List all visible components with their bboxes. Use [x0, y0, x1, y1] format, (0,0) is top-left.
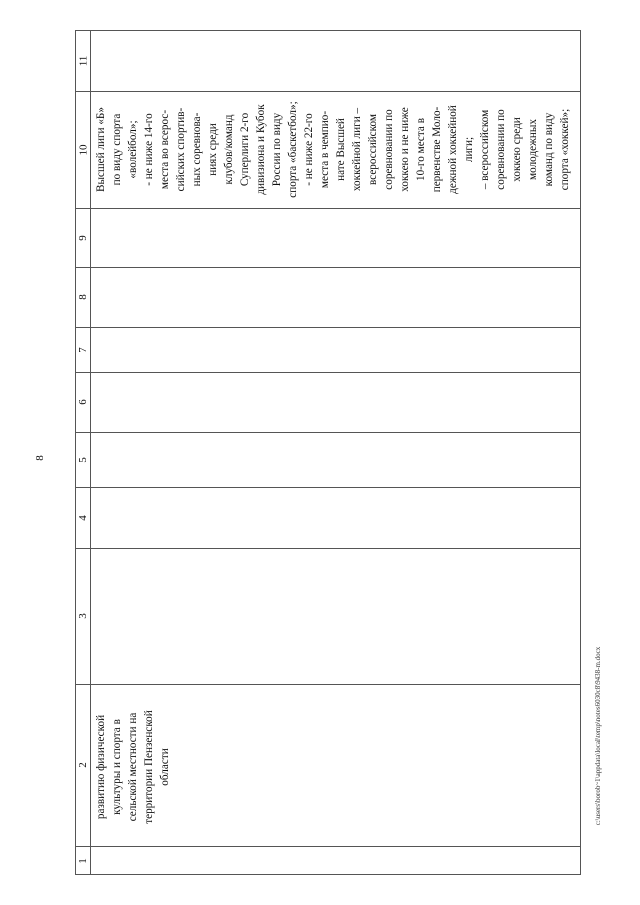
page-number: 8: [34, 455, 46, 461]
col10-line: дивизиона и Кубок: [255, 104, 267, 195]
col-header-11: 11: [77, 55, 89, 67]
col-border-4-5: [76, 487, 580, 488]
col10-line: по виду спорта: [111, 113, 123, 186]
col-border-3-4: [76, 548, 580, 549]
col10-line: Высшей лиги «Б»: [95, 107, 107, 192]
cell-col2-text: [93, 688, 173, 846]
col-border-5-6: [76, 432, 580, 433]
col10-line: нате Высшей: [335, 118, 347, 181]
col10-line: молодежных: [527, 119, 539, 180]
col10-line: России по виду: [271, 112, 283, 187]
col-header-5: 5: [77, 456, 89, 463]
col-header-8: 8: [77, 294, 89, 300]
col2-line: области: [159, 748, 171, 786]
footer-file-path: c:\users\borob~1\appdata\local\temp\notes6030c8\9438-m.docx: [594, 646, 602, 826]
col-header-2: 2: [77, 762, 89, 768]
col10-line: сийских спортив-: [175, 107, 187, 192]
col-header-1: 1: [77, 858, 89, 864]
col10-line: всероссийском: [367, 114, 379, 185]
col2-line: сельской местности на: [127, 712, 139, 822]
col10-line: хоккейной лиги –: [351, 107, 363, 192]
col-header-7: 7: [77, 346, 89, 353]
document-table: [75, 30, 581, 875]
col-header-4: 4: [77, 514, 89, 521]
col10-line: ных соревнова-: [191, 112, 203, 187]
col-header-6: 6: [77, 399, 89, 405]
col-header-3: 3: [77, 613, 89, 619]
col2-line: территории Пензенской: [143, 710, 155, 824]
col10-line: соревновании по: [495, 109, 507, 190]
col10-line: дежной хоккейной: [447, 105, 459, 194]
col10-line: хоккею и не ниже: [399, 107, 411, 192]
col-header-10: 10: [77, 144, 89, 155]
col10-line: лиги;: [463, 136, 475, 163]
col10-line: места в чемпио-: [319, 110, 331, 189]
col-border-2-3: [76, 684, 580, 685]
col-border-1-2: [76, 846, 580, 847]
col10-line: первенстве Моло-: [431, 106, 443, 193]
col-border-9-10: [76, 208, 580, 209]
col10-line: места во всерос-: [159, 109, 171, 190]
col10-line: «волейбол»;: [127, 120, 139, 179]
col10-line: ниях среди: [207, 123, 219, 176]
col10-line: Суперлиги 2-го: [239, 112, 251, 187]
col-border-7-8: [76, 327, 580, 328]
col10-line: спорта «хоккей»;: [559, 108, 571, 191]
col10-line: 10-го места в: [415, 118, 427, 181]
col2-line: развитию физической: [95, 714, 107, 820]
col10-line: хоккею среди: [511, 117, 523, 182]
col10-line: - не ниже 22-го: [303, 113, 315, 186]
col10-line: – всероссийском: [479, 109, 491, 190]
col2-line: культуры и спорта в: [111, 719, 123, 815]
col-border-6-7: [76, 372, 580, 373]
col10-line: - не ниже 14-го: [143, 113, 155, 186]
col-border-8-9: [76, 267, 580, 268]
col10-line: соревновании по: [383, 109, 395, 190]
col10-line: клубов/команд: [223, 114, 235, 185]
col10-line: команд по виду: [543, 112, 555, 187]
col10-line: спорта «баскетбол»;: [287, 101, 299, 198]
col-header-9: 9: [77, 234, 89, 241]
cell-col10-text: [93, 91, 573, 208]
